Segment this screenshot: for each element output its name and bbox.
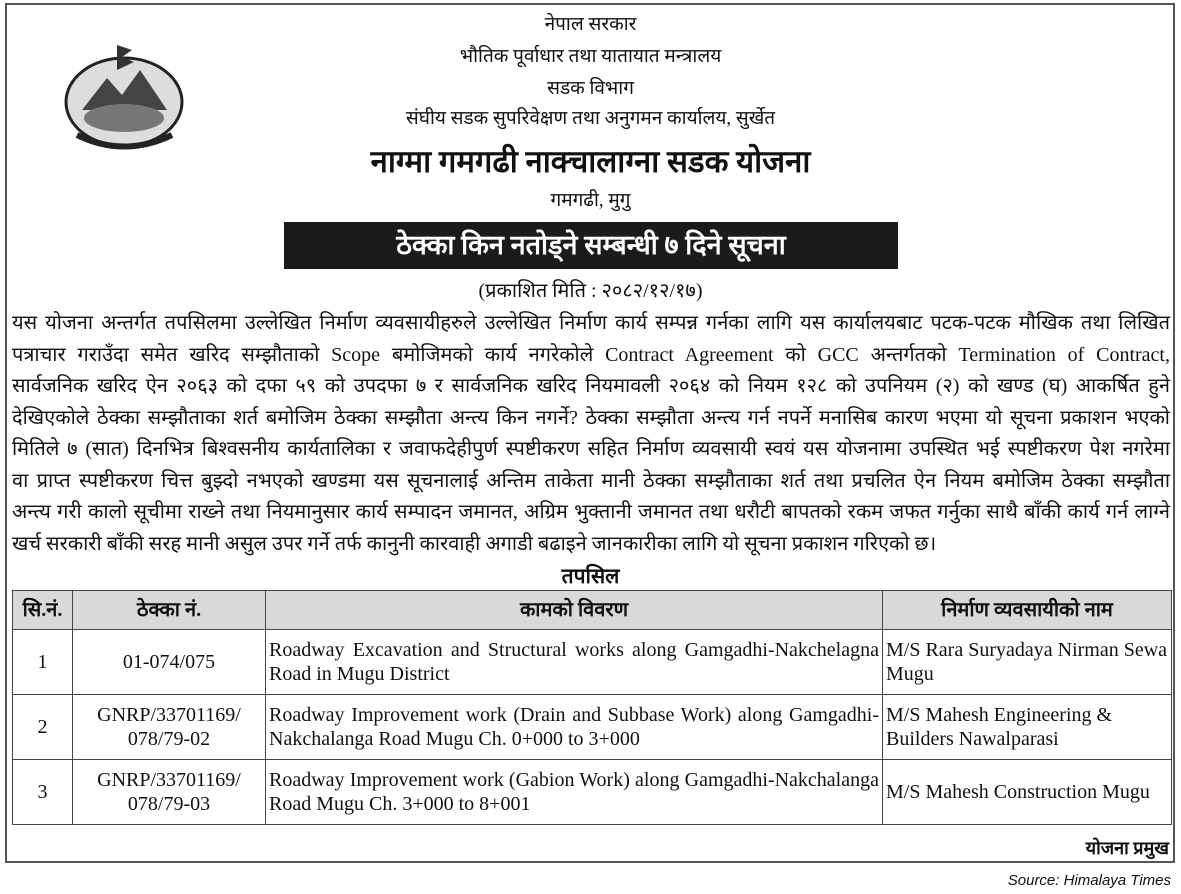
table-row: [13, 630, 1172, 695]
body-line: वा प्राप्त स्पष्टीकरण चित्त बुझ्दो नभएको खण्डमा यस सूचनालाई अन्तिम ताकेता मानी ठेक्का सम्झौताका शर्त तथा प्रचलित ऐन नियम बमोजिम ठेक्का सम्झौता: [12, 469, 1170, 492]
contractor-cell: M/S Mahesh Construction Mugu: [883, 760, 1172, 825]
contract-no-cell: GNRP/33701169/ 078/79-03: [73, 760, 266, 825]
column-header-work-description: कामको विवरण: [266, 591, 883, 630]
description-cell: Roadway Improvement work (Gabion Work) along Gamgadhi-Nakchalanga Road Mugu Ch. 3+000 to 8+001: [266, 760, 883, 825]
office-name: संघीय सडक सुपरिवेक्षण तथा अनुगमन कार्यालय, सुर्खेत: [405, 108, 776, 129]
source-credit: Source: Himalaya Times: [1007, 872, 1171, 889]
body-line: खर्च सरकारी बाँकी सरह मानी असुल उपर गर्ने तर्फ कानुनी कारवाही अगाडी बढाइने जानकारीका लागि यो सूचना प्रकाशन गरिएको छ।: [12, 532, 937, 555]
body-line: सार्वजनिक खरिद ऐन २०६३ को दफा ५९ को उपदफा ७ र सार्वजनिक खरिद नियमावली २०६४ को नियम १२८ को उपनियम (२) को खण्ड (घ) आकर्षित हुने: [12, 375, 1170, 397]
table-row: [13, 695, 1172, 760]
project-title: नाग्मा गमगढी नाक्चालाग्ना सडक योजना: [370, 144, 811, 179]
description-cell: Roadway Improvement work (Drain and Subbase Work) along Gamgadhi-Nakchalanga Road Mugu Ch. 0+000 to 3+000: [266, 695, 883, 760]
column-header-contractor-name: निर्माण व्यवसायीको नाम: [883, 591, 1172, 630]
project-location: गमगढी, मुगु: [550, 190, 631, 211]
ministry-name: भौतिक पूर्वाधार तथा यातायात मन्त्रालय: [459, 46, 722, 67]
column-header-contract-no: ठेक्का नं.: [73, 591, 266, 630]
body-line: पत्राचार गराउँदा समेत खरिद सम्झौताको Scope बमोजिमको कार्य नगरेकोले Contract Agreement को GCC अन्तर्गतको Termination of Contract,: [12, 343, 1170, 366]
column-header-serial: सि.नं.: [13, 591, 73, 630]
body-line: मितिले ७ (सात) दिनभित्र बिश्वसनीय कार्यतालिका र जवाफदेहीपुर्ण स्पष्टीकरण सहित निर्माण व्यवसायी स्वयं यस योजनामा उपस्थित भई स्पष्टीकरण पेश नगरेमा: [12, 438, 1170, 460]
table-header-row: [13, 591, 1172, 630]
contractor-cell: M/S Mahesh Engineering & Builders Nawalparasi: [883, 695, 1172, 760]
signatory-title: योजना प्रमुख: [1085, 838, 1169, 858]
government-name: नेपाल सरकार: [544, 14, 637, 35]
notice-body: [12, 308, 1170, 560]
body-line: अन्त्य गरी कालो सूचीमा राख्ने तथा नियमानुसार कार्य सम्पादन जमानत, अग्रिम भुक्तानी जमानत तथा धरौटी बापतको रकम जफत गर्नुका साथै बाँकी कार्य गर्न लाग्ने: [12, 501, 1170, 523]
notice-title-banner: ठेक्का किन नतोड्ने सम्बन्धी ७ दिने सूचना: [284, 222, 898, 269]
body-line: देखिएकोले ठेक्का सम्झौताका शर्त बमोजिम ठेक्का सम्झौता अन्त्य किन नगर्ने? ठेक्का सम्झौता अन्त्य गर्न नपर्ने मनासिब कारण भएमा यो सूचना प्रकाशन भएको: [12, 406, 1170, 429]
details-heading: तपसिल: [561, 564, 620, 588]
serial-cell: 2: [13, 695, 73, 760]
body-line: यस योजना अन्तर्गत तपसिलमा उल्लेखित निर्माण व्यवसायीहरुले उल्लेखित निर्माण कार्य सम्पन्न गर्नका लागि यस कार्यालयबाट पटक-पटक मौखिक तथा लिखित: [12, 312, 1170, 334]
serial-cell: 1: [13, 630, 73, 695]
contract-no-cell: 01-074/075: [73, 630, 266, 695]
contracts-table: [12, 590, 1172, 825]
serial-cell: 3: [13, 760, 73, 825]
table-row: [13, 760, 1172, 825]
published-date: (प्रकाशित मिति : २०८२/१२/१७): [478, 280, 703, 302]
department-name: सडक विभाग: [547, 78, 634, 99]
description-cell: Roadway Excavation and Structural works along Gamgadhi-Nakchelagna Road in Mugu District: [266, 630, 883, 695]
contract-no-cell: GNRP/33701169/ 078/79-02: [73, 695, 266, 760]
contractor-cell: M/S Rara Suryadaya Nirman Sewa Mugu: [883, 630, 1172, 695]
